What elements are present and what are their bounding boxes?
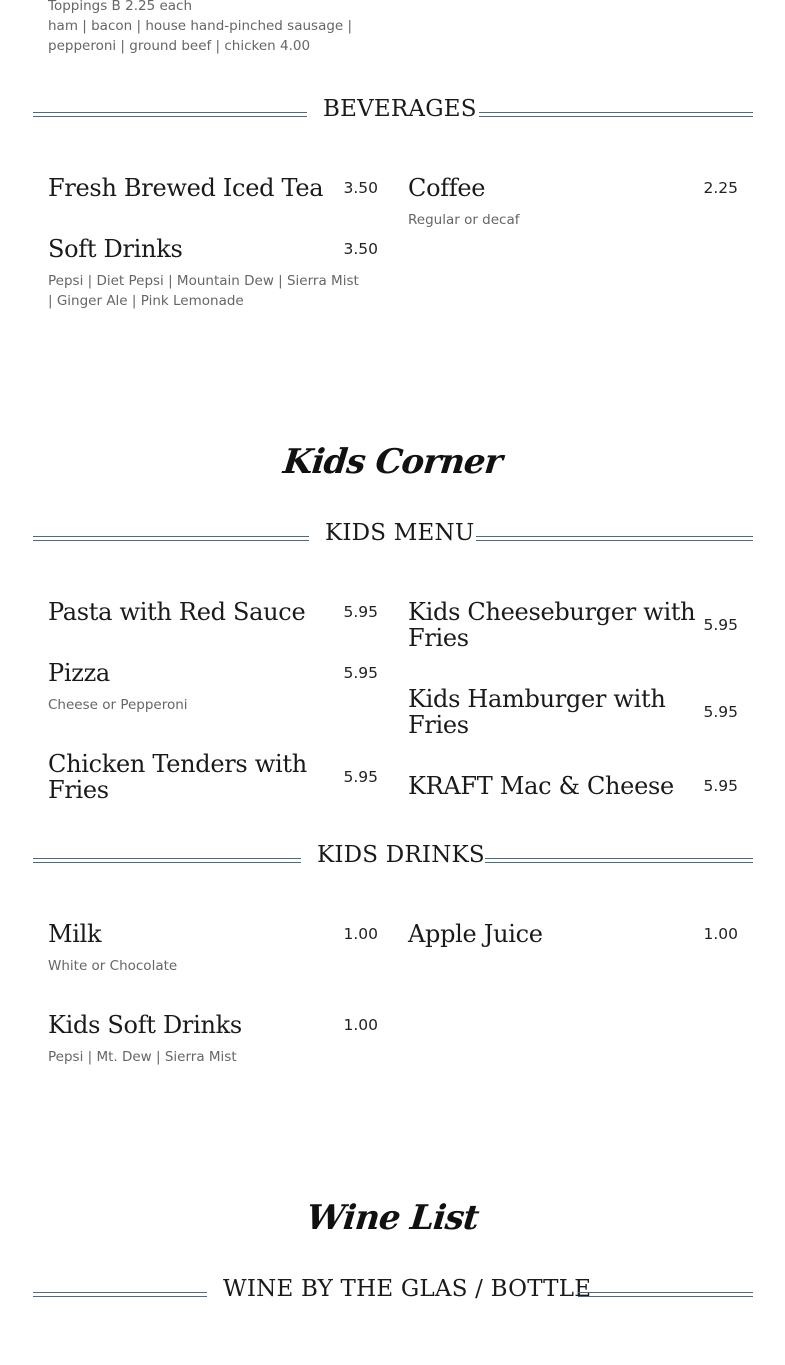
menu-item-name: Milk [48,920,102,948]
section-rule-left [33,536,309,541]
menu-item-description: Regular or decaf [408,212,520,228]
section-rule-right [485,858,753,863]
menu-item-price: 5.95 [703,703,738,721]
menu-item-name: Pasta with Red Sauce [48,598,306,626]
section-rule-left [33,858,301,863]
section-title-wine: WINE BY THE GLAS / BOTTLE [223,1276,592,1302]
menu-item-description: Pepsi | Diet Pepsi | Mountain Dew | Sierra Mist [48,273,359,289]
menu-item-price: 1.00 [343,925,378,943]
menu-item-name: Kids Soft Drinks [48,1011,242,1039]
menu-item-name: Kids Cheeseburger with [408,598,696,626]
menu-item-price: 5.95 [703,616,738,634]
menu-item-description: Pepsi | Mt. Dew | Sierra Mist [48,1049,237,1065]
menu-item-price: 1.00 [703,925,738,943]
menu-item-name: Coffee [408,174,486,202]
section-rule-right [578,1292,753,1297]
menu-item-name: Fries [48,776,109,804]
toppings-list-line-2: pepperoni | ground beef | chicken 4.00 [48,38,311,54]
section-title-kids-drinks: KIDS DRINKS [317,842,485,868]
menu-item-price: 5.95 [343,664,378,682]
menu-item-name: Apple Juice [408,920,543,948]
menu-item-price: 5.95 [343,768,378,786]
menu-item-price: 5.95 [343,603,378,621]
menu-item-name: KRAFT Mac & Cheese [408,772,674,800]
menu-item-price: 1.00 [343,1016,378,1034]
menu-item-price: 3.50 [343,179,378,197]
toppings-list-line-1: ham | bacon | house hand-pinched sausage | [48,18,353,34]
kids-corner-title: Kids Corner [281,442,504,482]
menu-item-description: | Ginger Ale | Pink Lemonade [48,293,244,309]
menu-item-name: Soft Drinks [48,235,183,263]
menu-item-price: 2.25 [703,179,738,197]
wine-list-title: Wine List [304,1198,481,1238]
section-rule-left [33,112,307,117]
menu-item-price: 5.95 [703,777,738,795]
menu-item-name: Fresh Brewed Iced Tea [48,174,324,202]
section-rule-right [479,112,753,117]
menu-item-description: White or Chocolate [48,958,178,974]
menu-item-price: 3.50 [343,240,378,258]
menu-item-name: Pizza [48,659,110,687]
section-title-kids-menu: KIDS MENU [325,520,475,546]
section-rule-left [33,1292,207,1297]
section-rule-right [476,536,753,541]
toppings-line: Toppings B 2.25 each [48,0,193,14]
menu-item-name: Kids Hamburger with [408,685,666,713]
menu-item-name: Chicken Tenders with [48,750,307,778]
menu-item-description: Cheese or Pepperoni [48,697,188,713]
menu-item-name: Fries [408,711,469,739]
section-title-beverages: BEVERAGES [323,96,477,122]
menu-item-name: Fries [408,624,469,652]
